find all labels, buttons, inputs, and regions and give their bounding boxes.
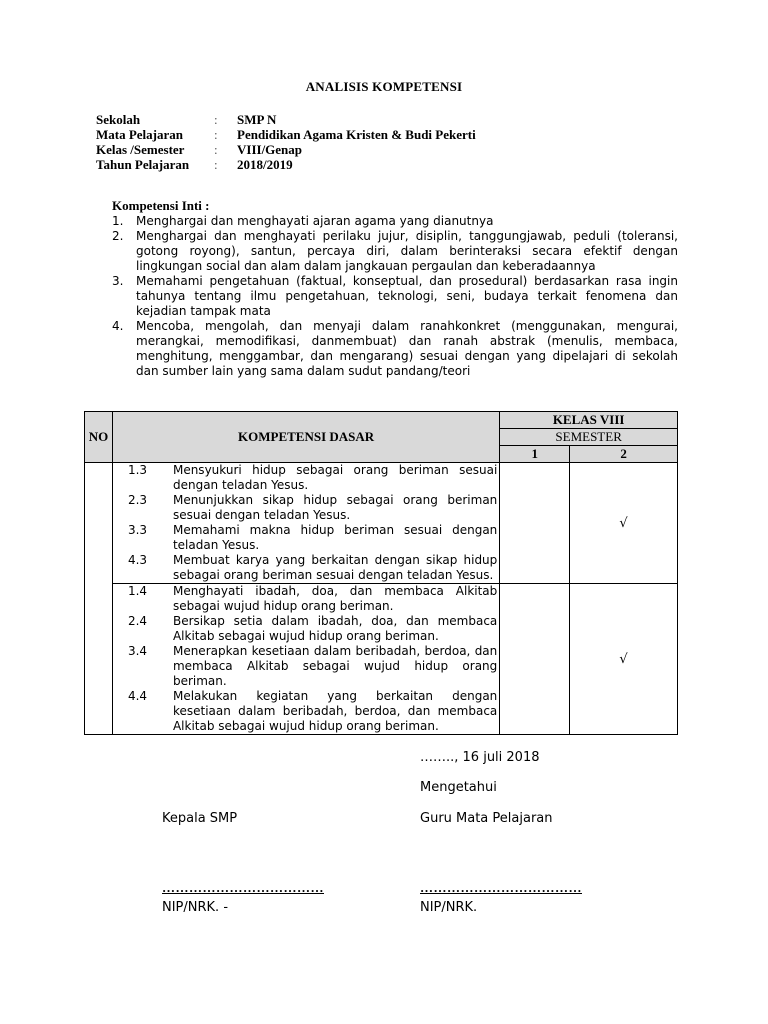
signature-left-line: ……………………………… [162, 880, 324, 895]
kd-text: Bersikap setia dalam ibadah, doa, dan membaca Alkitab sebagai wujud hidup orang beriman. [172, 614, 498, 643]
info-label: Kelas /Semester [96, 142, 185, 157]
item-text: Mencoba, mengolah, dan menyaji dalam ranahkonkret (menggunakan, mengurai, merangkai, memodifikasi, danmembuat) dan ranah abstrak (menulis, membaca, menghitung, menggambar, dan mengarang) sesuai dengan yang dipelajari di sekolah dan sumber lain yang sama dalam sudut pandang/teori [136, 319, 678, 378]
list-item [112, 319, 678, 379]
kd-code: 1.4 [127, 584, 148, 598]
signature-left-title: Kepala SMP [162, 811, 238, 826]
header-semester-2: 2 [570, 446, 678, 463]
kd-text: Mensyukuri hidup sebagai orang beriman sesuai dengan teladan Yesus. [172, 463, 498, 492]
kd-item [113, 553, 499, 583]
semester-1-check [500, 584, 570, 735]
kd-code: 3.4 [127, 644, 148, 658]
header-no: NO [85, 412, 113, 463]
list-item [112, 229, 678, 274]
info-value: VIII/Genap [237, 142, 303, 157]
kd-item [113, 584, 499, 614]
kd-group-cell [112, 463, 499, 584]
info-row-school [96, 112, 476, 127]
signature-right-title: Guru Mata Pelajaran [420, 811, 553, 826]
kd-code: 2.3 [127, 493, 148, 507]
info-colon: : [214, 157, 218, 172]
kompetensi-inti-section [112, 198, 678, 379]
info-label: Tahun Pelajaran [96, 157, 190, 172]
kd-text: Menunjukkan sikap hidup sebagai orang beriman sesuai dengan teladan Yesus. [172, 493, 498, 522]
list-item [112, 214, 678, 229]
signature-mengetahui: Mengetahui [420, 780, 497, 795]
table-row [85, 463, 678, 584]
identity-block [96, 112, 476, 172]
page-title: ANALISIS KOMPETENSI [305, 79, 463, 94]
info-row-year [96, 157, 476, 172]
table-row [85, 584, 678, 735]
item-text: Menghargai dan menghayati perilaku jujur, disiplin, tanggungjawab, peduli (toleransi, gotong royong), santun, percaya diri, dalam berinteraksi secara efektif dengan lingkungan social dan alam dalam jangkauan pergaulan dan keberadaannya [136, 229, 678, 273]
info-value: Pendidikan Agama Kristen & Budi Pekerti [237, 127, 476, 142]
info-row-class [96, 142, 476, 157]
info-colon: : [214, 142, 218, 157]
item-text: Memahami pengetahuan (faktual, konseptual, dan prosedural) berdasarkan rasa ingin tahunya tentang ilmu pengetahuan, teknologi, seni, budaya terkait fenomena dan kejadian tampak mata [136, 274, 678, 318]
kompetensi-dasar-table [84, 411, 678, 735]
header-kompetensi-dasar: KOMPETENSI DASAR [112, 412, 499, 463]
item-number: 2. [112, 229, 124, 243]
header-kelas: KELAS VIII [500, 412, 678, 429]
signature-right-line: ……………………………… [420, 880, 582, 895]
kompetensi-inti-list [112, 214, 678, 379]
info-value: 2018/2019 [237, 157, 293, 172]
header-semester-1: 1 [500, 446, 570, 463]
info-label: Mata Pelajaran [96, 127, 184, 142]
info-row-subject [96, 127, 476, 142]
info-label: Sekolah [96, 112, 141, 127]
kd-item [113, 493, 499, 523]
signature-date: …….., 16 juli 2018 [420, 750, 540, 765]
header-semester: SEMESTER [500, 429, 678, 446]
kd-text: Menerapkan kesetiaan dalam beribadah, berdoa, dan membaca Alkitab sebagai wujud hidup orang beriman. [172, 644, 498, 688]
item-number: 1. [112, 214, 124, 228]
semester-2-check: √ [570, 584, 678, 735]
item-number: 4. [112, 319, 124, 333]
info-colon: : [214, 127, 218, 142]
kd-code: 4.3 [127, 553, 148, 567]
kd-item [113, 463, 499, 493]
item-number: 3. [112, 274, 124, 288]
signature-right-nip: NIP/NRK. [420, 900, 478, 915]
kd-text: Melakukan kegiatan yang berkaitan dengan kesetiaan dalam beribadah, berdoa, dan membaca Alkitab sebagai wujud hidup orang beriman. [172, 689, 498, 733]
semester-1-check [500, 463, 570, 584]
kd-item [113, 523, 499, 553]
kd-text: Membuat karya yang berkaitan dengan sikap hidup sebagai orang beriman sesuai dengan teladan Yesus. [172, 553, 498, 582]
info-colon: : [214, 112, 218, 127]
kd-code: 2.4 [127, 614, 148, 628]
kd-code: 1.3 [127, 463, 148, 477]
kompetensi-inti-heading: Kompetensi Inti : [112, 198, 210, 213]
signature-left-nip: NIP/NRK. - [162, 900, 229, 915]
semester-2-check: √ [570, 463, 678, 584]
list-item [112, 274, 678, 319]
kd-item [113, 614, 499, 644]
kd-group-cell [112, 584, 499, 735]
info-value: SMP N [237, 112, 277, 127]
kd-code: 4.4 [127, 689, 148, 703]
kd-text: Memahami makna hidup beriman sesuai dengan teladan Yesus. [172, 523, 498, 552]
kd-code: 3.3 [127, 523, 148, 537]
kd-item [113, 689, 499, 734]
kd-item [113, 644, 499, 689]
row-no-cell [85, 463, 113, 584]
row-no-cell [85, 584, 113, 735]
item-text: Menghargai dan menghayati ajaran agama yang dianutnya [136, 214, 494, 228]
kd-text: Menghayati ibadah, doa, dan membaca Alkitab sebagai wujud hidup orang beriman. [172, 584, 498, 613]
